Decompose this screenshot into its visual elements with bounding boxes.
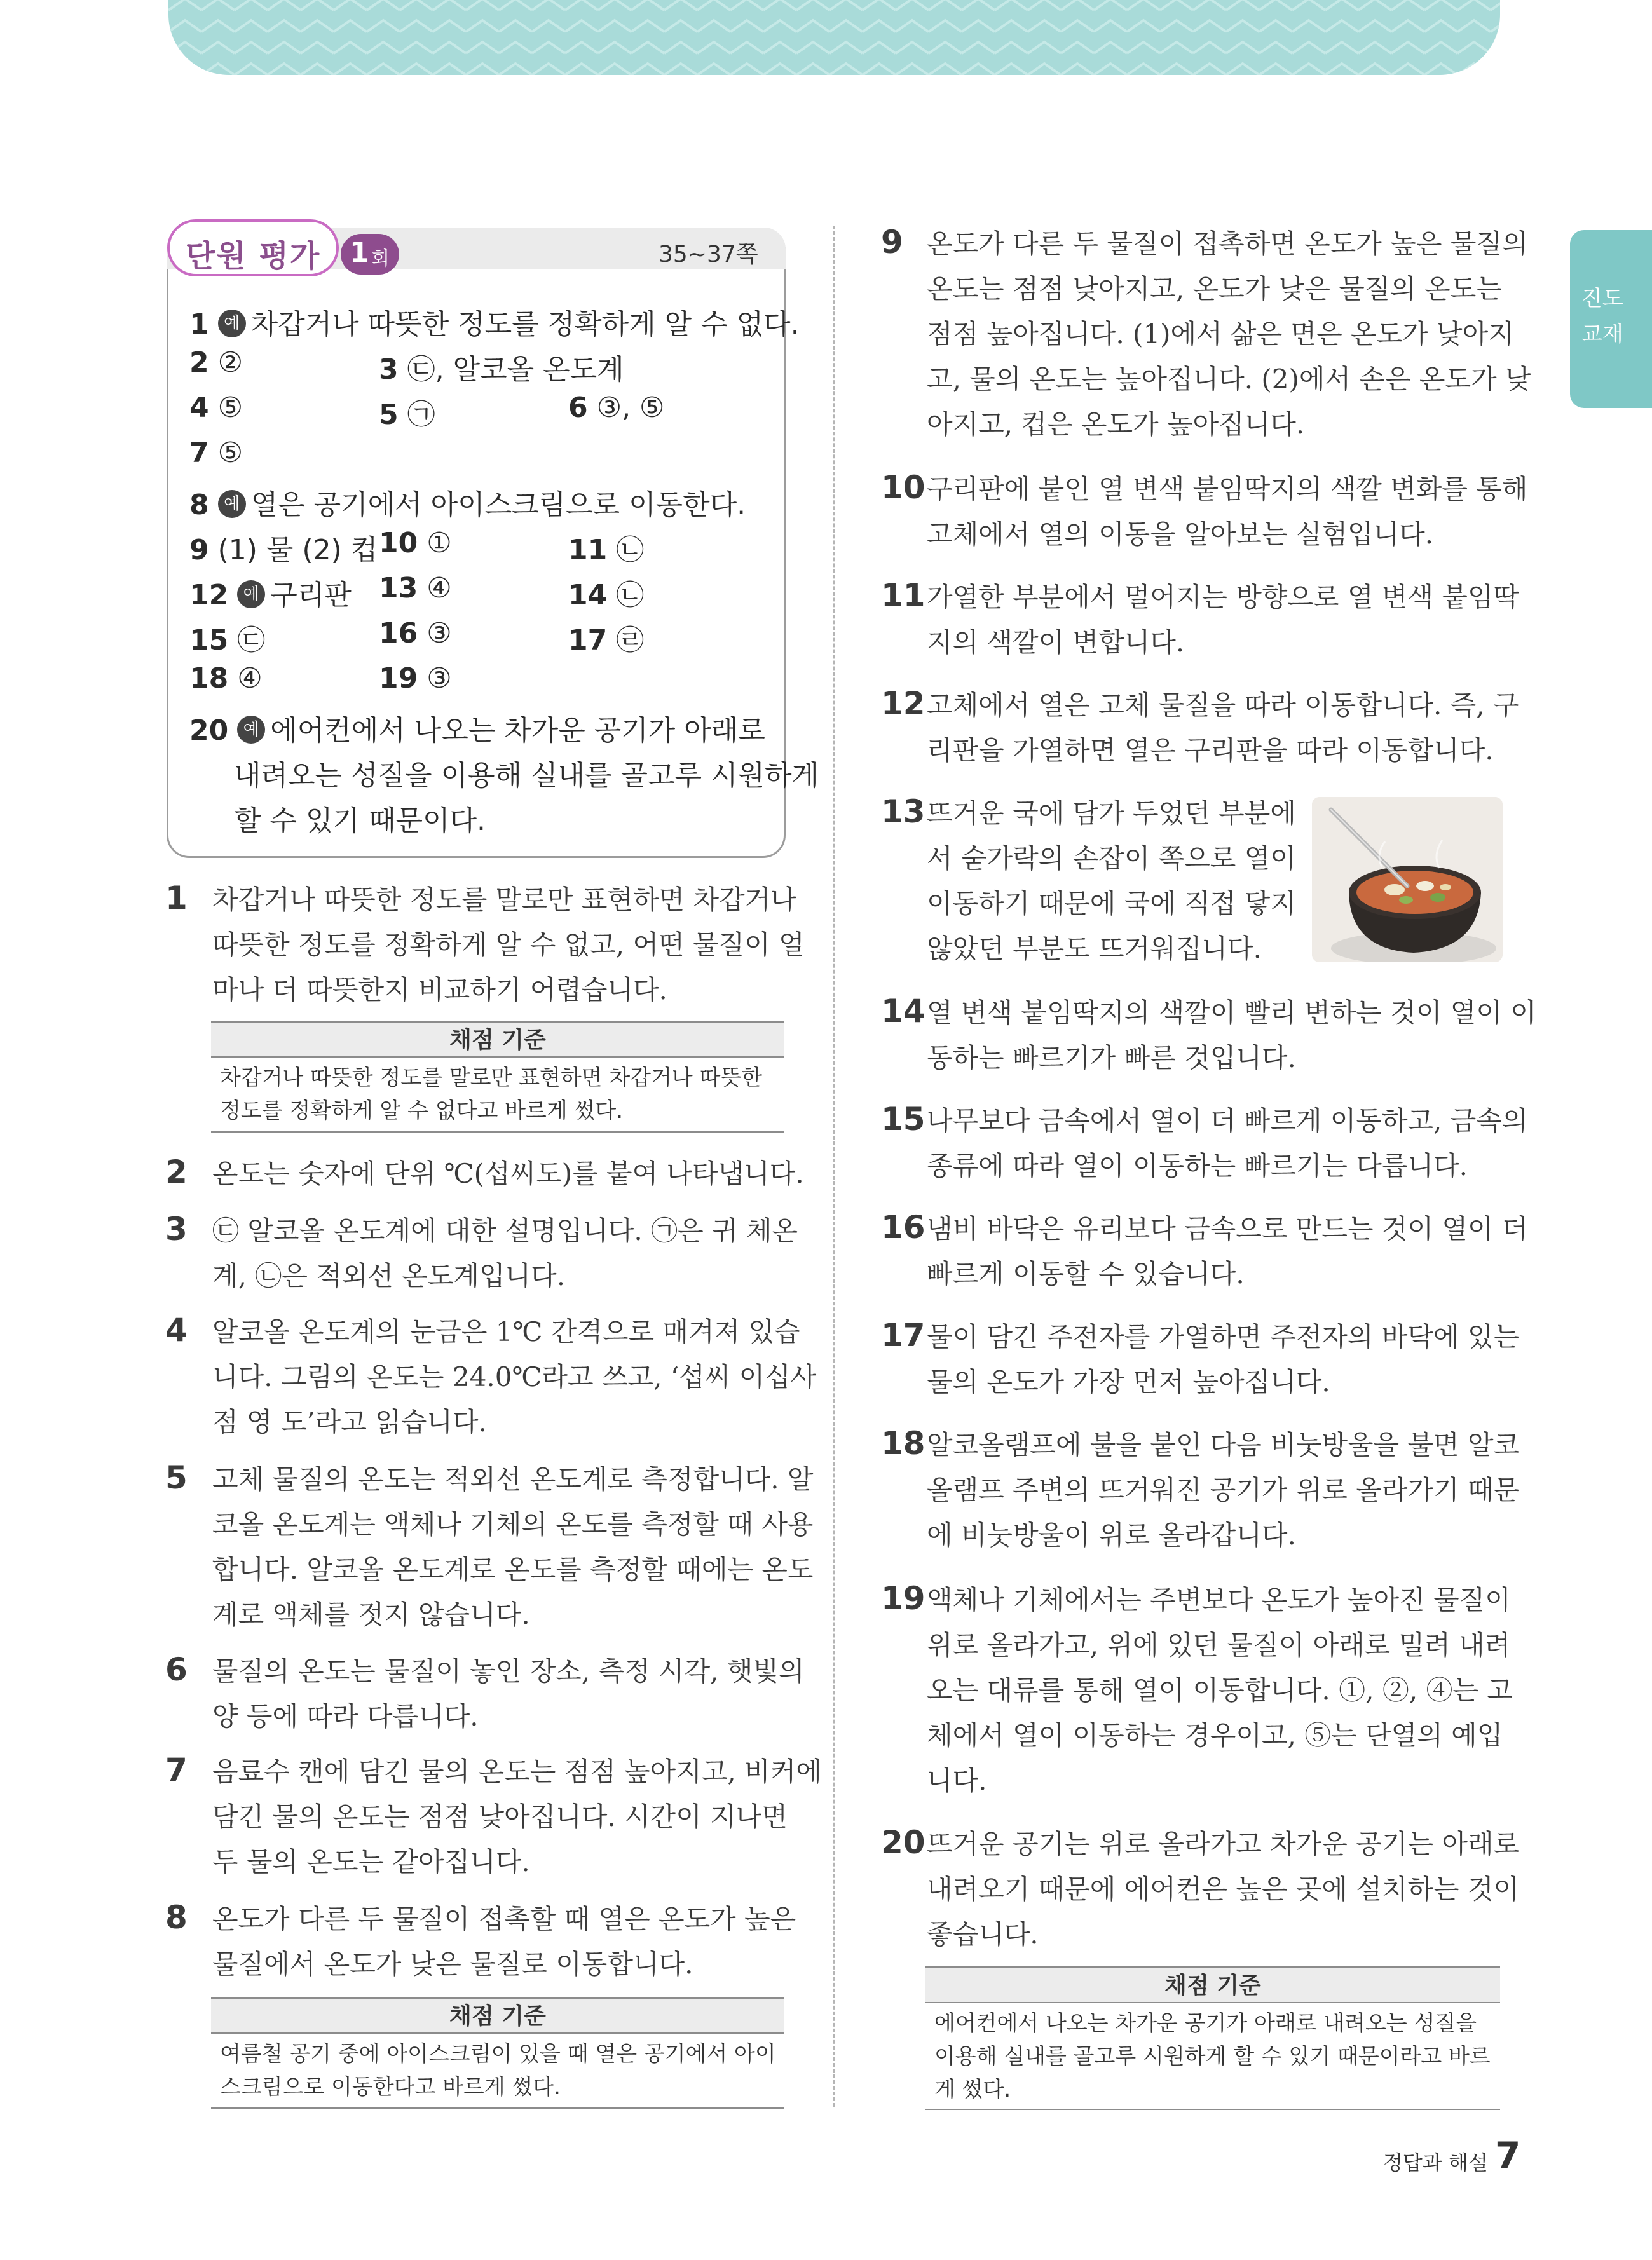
text-line: 냄비 바닥은 유리보다 금속으로 만드는 것이 열이 더 — [927, 1213, 1528, 1244]
text-line: 빠르게 이동할 수 있습니다. — [927, 1258, 1245, 1290]
criteria-header: 채점 기준 — [211, 1997, 784, 2034]
answer-text: (1) 물 (2) 컵 — [217, 534, 378, 566]
soup-illustration — [1312, 797, 1503, 962]
criteria-body — [925, 2003, 1500, 2110]
explanation-number: 4 — [165, 1312, 188, 1349]
text-line: 고, 물의 온도는 높아집니다. (2)에서 손은 온도가 낮 — [927, 364, 1531, 395]
page-reference: 35~37쪽 — [659, 242, 758, 268]
text-line: 마나 더 따뜻한지 비교하기 어렵습니다. — [212, 974, 667, 1005]
page-number: 7 — [1495, 2134, 1521, 2177]
text-line: 가열한 부분에서 멀어지는 방향으로 열 변색 붙임딱 — [927, 582, 1520, 613]
text-line: 고체에서 열의 이동을 알아보는 실험입니다. — [927, 519, 1434, 550]
explanation-16 — [927, 1206, 1527, 1297]
text-line: 열 변색 붙임딱지의 색깔이 빨리 변하는 것이 열이 이 — [927, 997, 1536, 1028]
explanation-14 — [927, 990, 1536, 1080]
explanation-12 — [927, 683, 1519, 773]
side-tab-line1: 진도 — [1581, 286, 1623, 311]
answer-number: 9 — [189, 534, 209, 566]
criteria-line: 정도를 정확하게 알 수 없다고 바르게 썼다. — [220, 1098, 623, 1124]
answer-11 — [568, 527, 644, 568]
text-line: 따뜻한 정도를 정확하게 알 수 없고, 어떤 물질이 얼 — [212, 929, 805, 960]
explanation-11 — [927, 575, 1519, 665]
text-line: 지의 색깔이 변합니다. — [927, 627, 1185, 658]
explanation-number: 5 — [165, 1459, 188, 1496]
answer-number: 5 — [379, 398, 399, 431]
answer-number: 20 — [189, 714, 229, 747]
text-line: 나무보다 금속에서 열이 더 빠르게 이동하고, 금속의 — [927, 1105, 1528, 1136]
explanation-8 — [212, 1896, 796, 1987]
example-icon: 예 — [237, 580, 265, 608]
answer-number: 17 — [568, 624, 608, 657]
answer-7 — [189, 437, 243, 469]
criteria-line: 여름철 공기 중에 아이스크림이 있을 때 열은 공기에서 아이 — [220, 2041, 776, 2067]
answer-text: 열은 공기에서 아이스크림으로 이동한다. — [250, 489, 746, 521]
explanation-7 — [212, 1749, 822, 1884]
answer-20 — [189, 707, 765, 748]
explanation-number: 7 — [165, 1752, 188, 1788]
explanation-19 — [927, 1577, 1513, 1803]
column-divider — [833, 226, 835, 2107]
text-line: 니다. 그림의 온도는 24.0℃라고 쓰고, ‘섭씨 이십사 — [212, 1361, 817, 1392]
text-line: 점 영 도’라고 읽습니다. — [212, 1406, 487, 1438]
answer-18 — [189, 662, 263, 695]
text-line: 온도가 다른 두 물질이 접촉할 때 열은 온도가 높은 — [212, 1903, 796, 1935]
criteria-line: 차갑거나 따뜻한 정도를 말로만 표현하면 차갑거나 따뜻한 — [220, 1065, 763, 1091]
explanation-6 — [212, 1649, 805, 1739]
answer-text: ① — [427, 527, 452, 559]
side-tab-line2: 교재 — [1581, 322, 1623, 347]
footer-label: 정답과 해설 — [1383, 2151, 1488, 2175]
answer-number: 12 — [189, 579, 229, 611]
text-line: 물질에서 온도가 낮은 물질로 이동합니다. — [212, 1949, 693, 1980]
text-line: 음료수 캔에 담긴 물의 온도는 점점 높아지고, 비커에 — [212, 1756, 822, 1787]
text-line: 서 숟가락의 손잡이 쪽으로 열이 — [927, 843, 1296, 874]
explanation-number: 12 — [881, 685, 925, 722]
text-line: 좋습니다. — [927, 1919, 1039, 1950]
answer-number: 6 — [568, 391, 588, 424]
answer-5 — [379, 391, 435, 432]
explanation-17 — [927, 1314, 1519, 1405]
explanation-number: 8 — [165, 1899, 188, 1936]
text-line: 위로 올라가고, 위에 있던 물질이 아래로 밀려 내려 — [927, 1630, 1511, 1661]
example-icon: 예 — [237, 716, 265, 744]
round-badge — [341, 234, 399, 275]
answer-text: ④ — [237, 662, 263, 695]
explanation-number: 6 — [165, 1651, 188, 1688]
unit-label-text: 단원 평가 — [186, 238, 321, 274]
text-line: 내려오기 때문에 에어컨은 높은 곳에 설치하는 것이 — [927, 1874, 1520, 1905]
answer-number: 19 — [379, 662, 418, 695]
answer-number: 2 — [189, 346, 209, 379]
text-line: 물이 담긴 주전자를 가열하면 주전자의 바닥에 있는 — [927, 1321, 1520, 1352]
explanation-1 — [212, 877, 805, 1012]
answer-number: 1 — [189, 308, 209, 341]
answer-text: ③ — [427, 662, 452, 695]
explanation-number: 1 — [165, 880, 188, 916]
explanation-number: 3 — [165, 1211, 188, 1248]
answer-number: 10 — [379, 527, 418, 559]
explanation-5 — [212, 1457, 813, 1637]
explanation-number: 20 — [881, 1824, 925, 1861]
answer-12 — [189, 572, 352, 613]
explanation-3 — [212, 1208, 798, 1298]
answer-number: 13 — [379, 572, 418, 604]
explanation-number: 17 — [881, 1317, 925, 1354]
text-line: 오는 대류를 통해 열이 이동합니다. ①, ②, ④는 고 — [927, 1675, 1513, 1706]
criteria-line: 이용해 실내를 골고루 시원하게 할 수 있기 때문이라고 바르 — [934, 2044, 1491, 2069]
answer-1 — [189, 301, 800, 342]
text-line: 뜨거운 국에 담가 두었던 부분에 — [927, 798, 1296, 829]
answer-text: ② — [217, 346, 243, 379]
criteria-header: 채점 기준 — [211, 1021, 784, 1058]
answer-text: ㉡ — [616, 534, 645, 566]
answer-text: 구리판 — [270, 579, 352, 611]
criteria-line: 스크림으로 이동한다고 바르게 썼다. — [220, 2074, 561, 2100]
criteria-header: 채점 기준 — [925, 1966, 1500, 2003]
text-line: 온도는 점점 낮아지고, 온도가 낮은 물질의 온도는 — [927, 273, 1502, 304]
text-line: 온도는 숫자에 단위 ℃(섭씨도)를 붙여 나타냅니다. — [212, 1158, 804, 1189]
explanation-20 — [927, 1821, 1519, 1957]
answer-number: 16 — [379, 617, 418, 650]
explanation-13 — [927, 791, 1296, 971]
answer-text: ⑤ — [217, 437, 243, 469]
text-line: 물의 온도가 가장 먼저 높아집니다. — [927, 1366, 1330, 1398]
explanation-9 — [927, 221, 1531, 447]
zigzag-pattern — [168, 0, 1500, 75]
text-line: 니다. — [927, 1765, 987, 1796]
text-line: 알코올 온도계의 눈금은 1℃ 간격으로 매겨져 있습 — [212, 1316, 800, 1347]
text-line: 않았던 부분도 뜨거워집니다. — [927, 933, 1262, 964]
answer-20-line3: 할 수 있기 때문이다. — [234, 805, 486, 837]
soup-pot-with-spoon-image — [1312, 797, 1503, 962]
answer-text: 차갑거나 따뜻한 정도를 정확하게 알 수 없다. — [250, 308, 800, 341]
text-line: 아지고, 컵은 온도가 높아집니다. — [927, 409, 1305, 440]
answer-number: 4 — [189, 391, 209, 424]
explanation-number: 19 — [881, 1580, 925, 1617]
answer-17 — [568, 617, 644, 658]
explanation-4 — [212, 1309, 816, 1445]
text-line: 담긴 물의 온도는 점점 낮아집니다. 시간이 지나면 — [212, 1801, 788, 1832]
answer-text: ③ — [427, 617, 452, 650]
answer-text: ③, ⑤ — [596, 391, 665, 424]
answer-text: 에어컨에서 나오는 차가운 공기가 아래로 — [270, 714, 765, 747]
side-tab — [1570, 230, 1652, 408]
explanation-number: 18 — [881, 1425, 925, 1462]
text-line: 고체에서 열은 고체 물질을 따라 이동합니다. 즉, 구 — [927, 690, 1519, 721]
answer-4 — [189, 391, 243, 424]
answer-number: 3 — [379, 353, 399, 386]
text-line: 알코올램프에 불을 붙인 다음 비눗방울을 불면 알코 — [927, 1429, 1520, 1460]
answer-text: ㉣ — [616, 624, 645, 657]
round-number: 1 — [350, 236, 369, 269]
text-line: 리판을 가열하면 열은 구리판을 따라 이동합니다. — [927, 735, 1494, 766]
explanation-number: 16 — [881, 1209, 925, 1246]
answer-2 — [189, 346, 243, 379]
text-line: 양 등에 따라 다릅니다. — [212, 1701, 479, 1732]
answer-text: ㉠ — [407, 398, 435, 431]
top-banner — [168, 0, 1500, 75]
explanation-15 — [927, 1098, 1527, 1188]
text-line: 구리판에 붙인 열 변색 붙임딱지의 색깔 변화를 통해 — [927, 473, 1528, 505]
answer-number: 18 — [189, 662, 229, 695]
text-line: 종류에 따라 열이 이동하는 빠르기는 다릅니다. — [927, 1150, 1468, 1181]
answer-10 — [379, 527, 452, 559]
round-suffix: 회 — [371, 248, 390, 270]
answer-6 — [568, 391, 665, 424]
explanation-18 — [927, 1422, 1519, 1558]
example-icon: 예 — [218, 490, 246, 518]
example-icon: 예 — [218, 310, 246, 337]
explanation-number: 14 — [881, 993, 925, 1030]
text-line: 온도가 다른 두 물질이 접촉하면 온도가 높은 물질의 — [927, 228, 1528, 259]
explanation-10 — [927, 466, 1527, 557]
text-line: 계로 액체를 젓지 않습니다. — [212, 1599, 530, 1630]
answer-text: ④ — [427, 572, 452, 604]
answer-number: 14 — [568, 579, 608, 611]
answer-text: ⑤ — [217, 391, 243, 424]
text-line: 차갑거나 따뜻한 정도를 말로만 표현하면 차갑거나 — [212, 884, 796, 915]
explanation-number: 11 — [881, 577, 925, 614]
answer-number: 7 — [189, 437, 209, 469]
answer-16 — [379, 617, 452, 650]
criteria-body — [211, 2034, 784, 2109]
text-line: 올램프 주변의 뜨거워진 공기가 위로 올라가기 때문 — [927, 1474, 1520, 1506]
text-line: 동하는 빠르기가 빠른 것입니다. — [927, 1042, 1296, 1073]
answer-number: 8 — [189, 489, 209, 521]
text-line: 합니다. 알코올 온도계로 온도를 측정할 때에는 온도 — [212, 1554, 814, 1585]
text-line: 코올 온도계는 액체나 기체의 온도를 측정할 때 사용 — [212, 1509, 814, 1540]
text-line: 이동하기 때문에 국에 직접 닿지 — [927, 888, 1296, 919]
answer-3 — [379, 346, 624, 387]
explanation-number: 13 — [881, 793, 925, 830]
explanation-number: 15 — [881, 1101, 925, 1138]
text-line: 물질의 온도는 물질이 놓인 장소, 측정 시각, 햇빛의 — [212, 1656, 805, 1687]
text-line: 계, ㉡은 적외선 온도계입니다. — [212, 1260, 566, 1291]
answer-text: ㉢ — [237, 624, 266, 657]
text-line: 뜨거운 공기는 위로 올라가고 차가운 공기는 아래로 — [927, 1828, 1520, 1860]
text-line: 체에서 열이 이동하는 경우이고, ⑤는 단열의 예입 — [927, 1720, 1503, 1751]
criteria-body — [211, 1058, 784, 1133]
text-line: 액체나 기체에서는 주변보다 온도가 높아진 물질이 — [927, 1584, 1511, 1616]
answer-text: ㉡ — [616, 579, 645, 611]
answer-number: 15 — [189, 624, 229, 657]
answer-13 — [379, 572, 452, 604]
explanation-number: 2 — [165, 1154, 188, 1190]
explanation-number: 10 — [881, 469, 925, 506]
text-line: 고체 물질의 온도는 적외선 온도계로 측정합니다. 알 — [212, 1464, 814, 1495]
answer-9 — [189, 527, 378, 568]
text-line: ㉢ 알코올 온도계에 대한 설명입니다. ㉠은 귀 체온 — [212, 1215, 798, 1246]
answer-20-line2: 내려오는 성질을 이용해 실내를 골고루 시원하게 — [234, 759, 819, 792]
answer-text: ㉢, 알코올 온도계 — [407, 353, 624, 386]
text-line: 점점 높아집니다. (1)에서 삶은 면은 온도가 낮아지 — [927, 318, 1514, 350]
answer-15 — [189, 617, 265, 658]
answer-8 — [189, 482, 746, 522]
answer-14 — [568, 572, 644, 613]
criteria-line: 에어컨에서 나오는 차가운 공기가 아래로 내려오는 성질을 — [934, 2011, 1477, 2036]
explanation-number: 9 — [881, 224, 903, 261]
answer-number: 11 — [568, 534, 608, 566]
text-line: 두 물의 온도는 같아집니다. — [212, 1846, 530, 1877]
explanation-2 — [212, 1151, 804, 1196]
criteria-line: 게 썼다. — [934, 2077, 1011, 2102]
text-line: 에 비눗방울이 위로 올라갑니다. — [927, 1520, 1296, 1551]
answer-19 — [379, 662, 452, 695]
